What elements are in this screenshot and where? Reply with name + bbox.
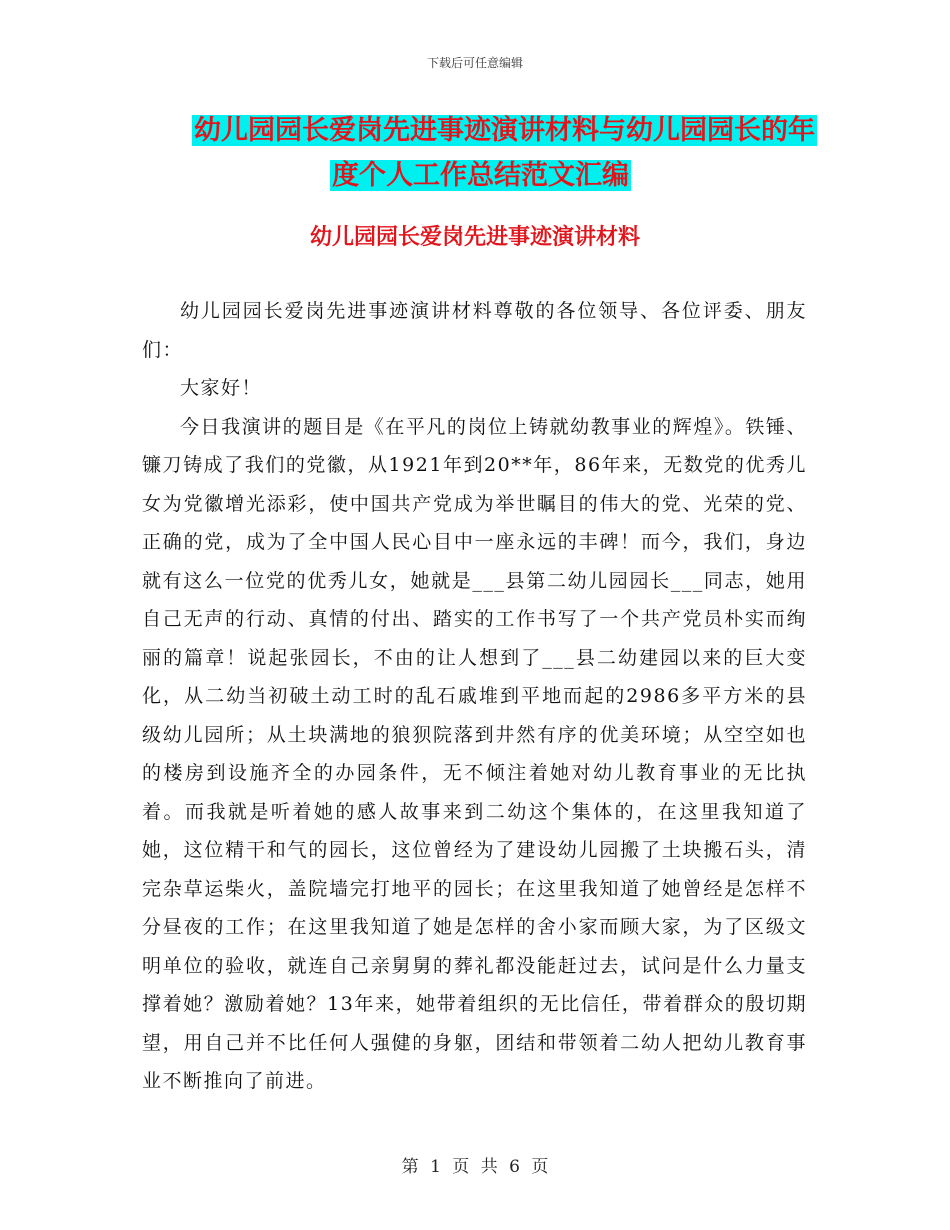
body-text <box>142 292 807 1101</box>
title-highlight: 幼儿园园长爱岗先进事迹演讲材料与幼儿园园长的年 <box>194 115 815 146</box>
page-number: 第 1 页 共 6 页 <box>401 1157 549 1177</box>
section-title: 幼儿园园长爱岗先进事迹演讲材料 <box>309 224 640 250</box>
paragraph-salutation: 幼儿园园长爱岗先进事迹演讲材料尊敬的各位领导、各位评委、朋友们： <box>142 300 807 361</box>
header-note: 下载后可任意编辑 <box>426 56 523 70</box>
paragraph-main: 今日我演讲的题目是《在平凡的岗位上铸就幼教事业的辉煌》。铁锤、镰刀铸成了我们的党徽，从1921年到20**年，86年来，无数党的优秀儿女为党徽增光添彩，使中国共产党成为举世瞩目的伟大的党、光荣的党、正确的党，成为了全中国人民心目中一座永远的丰碑！而今，我们，身边就有这么一位党的优秀儿女，她就是___县第二幼儿园园长___同志，她用自己无声的行动、真情的付出、踏实的工作书写了一个共产党员朴实而绚丽的篇章！说起张园长，不由的让人想到了___县二幼建园以来的巨大变化，从二幼当初破土动工时的乱石戚堆到平地而起的2986多平方米的县级幼儿园所；从土块满地的狼狈院落到井然有序的优美环境；从空空如也的楼房到设施齐全的办园条件，无不倾注着她对幼儿教育事业的无比执着。而我就是听着她的感人故事来到二幼这个集体的，在这里我知道了她，这位精干和气的园长，这位曾经为了建设幼儿园搬了土块搬石头，清完杂草运柴火，盖院墙完打地平的园长；在这里我知道了她曾经是怎样不分昼夜的工作；在这里我知道了她是怎样的舍小家而顾大家，为了区级文明单位的验收，就连自己亲舅舅的葬礼都没能赶过去，试问是什么力量支撑着她？激励着她？13年来，她带着组织的无比信任，带着群众的殷切期望，用自己并不比任何人强健的身躯，团结和带领着二幼人把幼儿教育事业不断推向了前进。 <box>142 415 807 1092</box>
document-title <box>140 108 830 198</box>
document-title-line-2 <box>140 153 830 198</box>
title-highlight: 度个人工作总结范文汇编 <box>332 160 629 191</box>
document-title-line-1 <box>140 108 830 153</box>
paragraph-greeting: 大家好！ <box>180 377 263 399</box>
